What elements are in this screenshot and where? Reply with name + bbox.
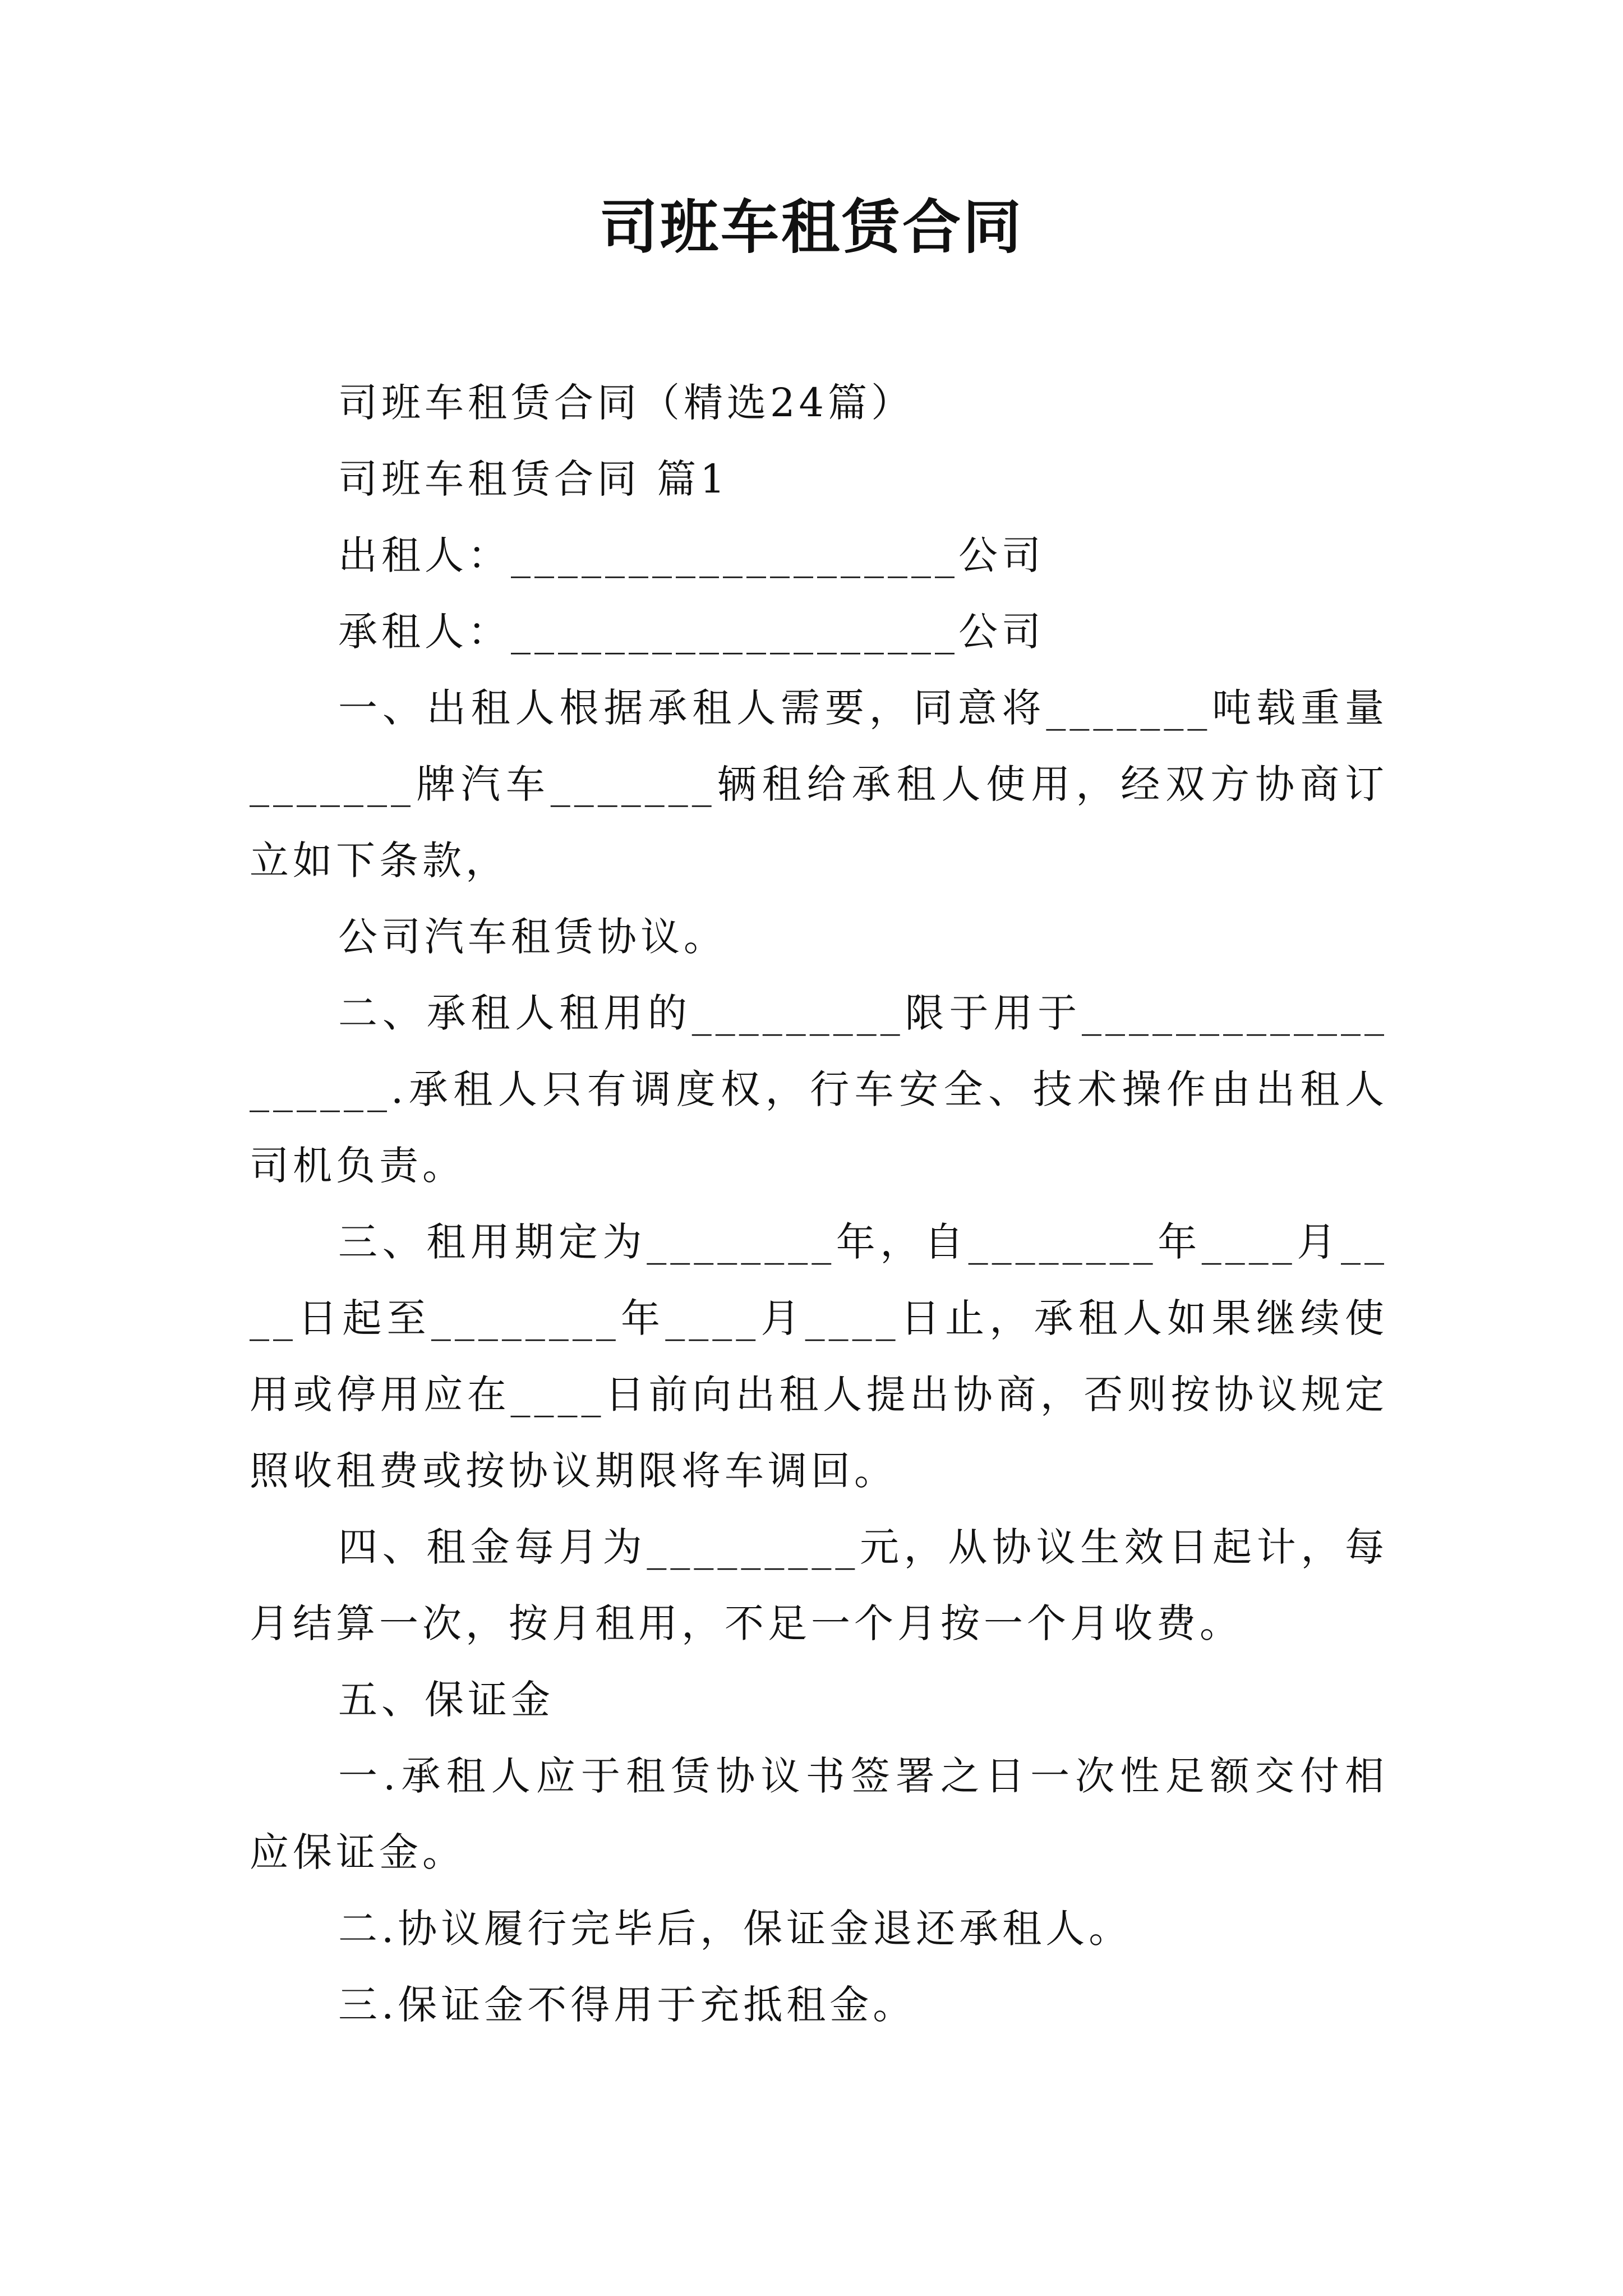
paragraph-clause-1: 一、出租人根据承租人需要，同意将_______吨载重量_______牌汽车_______辆租给承租人使用，经双方协商订立如下条款， [250,685,1388,884]
paragraph-deposit-3: 三.保证金不得用于充抵租金。 [338,1982,916,2028]
paragraph-deposit-2: 二.协议履行完毕后，保证金退还承租人。 [338,1906,1132,1952]
paragraph-subtitle: 司班车租赁合同（精选24篇） [338,380,915,426]
document-title: 司班车租赁合同 [599,192,1023,261]
paragraph-lessor: 出租人：___________________公司 [338,532,1045,578]
paragraph-section-heading: 司班车租赁合同 篇1 [338,456,729,502]
paragraph-clause-5: 五、保证金 [338,1677,554,1723]
paragraph-lessee: 承租人：___________________公司 [338,609,1045,655]
paragraph-deposit-1: 一.承租人应于租赁协议书签署之日一次性足额交付相应保证金。 [250,1753,1388,1875]
paragraph-clause-3: 三、租用期定为________年，自________年____月____日起至________年____月____日止，承租人如果继续使用或停用应在____日前向出租人提出协商，否则按协议规定照收租费或按协议期限将车调回。 [250,1219,1388,1494]
paragraph-agreement-note: 公司汽车租赁协议。 [338,914,727,960]
paragraph-clause-2: 二、承租人租用的_________限于用于___________________.承租人只有调度权，行车安全、技术操作由出租人司机负责。 [250,990,1388,1189]
paragraph-clause-4: 四、租金每月为_________元，从协议生效日起计，每月结算一次，按月租用，不足一个月按一个月收费。 [250,1524,1388,1646]
document-body [250,365,1388,2043]
